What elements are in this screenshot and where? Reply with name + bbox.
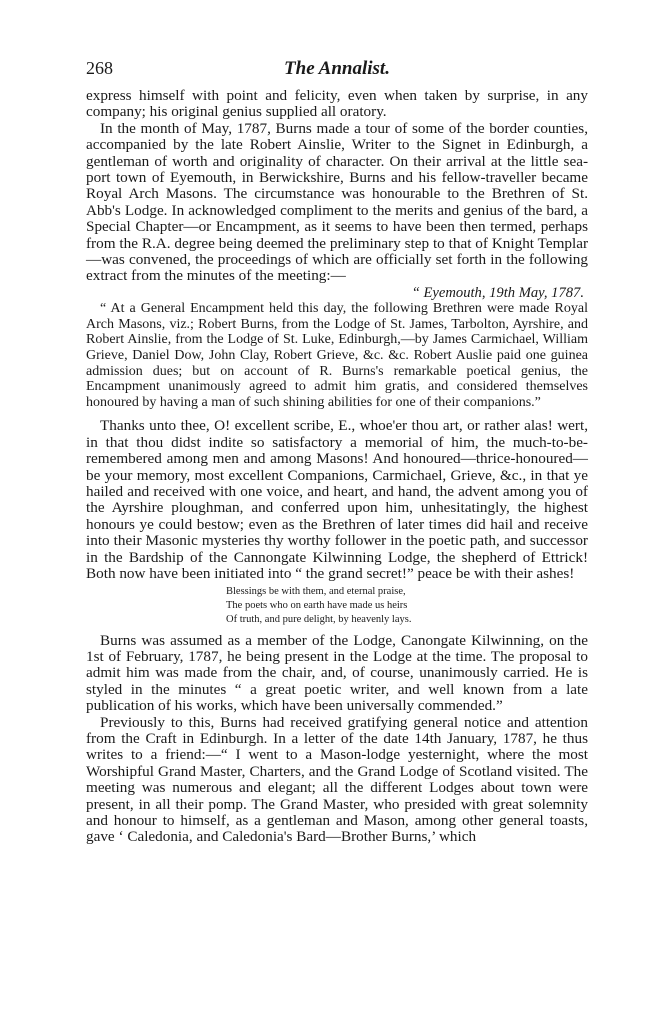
paragraph-thanks: Thanks unto thee, O! excellent scribe, E., whoe'er thou art, or rather alas! wert, in that thou didst indite so satisfactory a memorial of him, the much-to-be-remembered among men and among Masons! And honoured—thrice-honoured—be your memory, most excellent Companions, Carmichael, Grieve, &c., in that ye hailed and received with one voice, and heart, and hand, the advent among you of the Ayrshire ploughman, and conferred upon him, unhesitatingly, the highest honours ye could bestow; even as the Brethren of later times did hail and receive into their Masonic mysteries thy worthy follower in the poetic path, and successor in the Bardship of the Cannongate Kilwinning Lodge, the shepherd of Ettrick! Both now have been initiated into “ the grand secret!” peace be with their ashes! [86,417,588,583]
verse-line: The poets who on earth have made us heirs [226,599,408,611]
paragraph-grand-lodge: Previously to this, Burns had received gratifying general notice and attention from the Craft in Edinburgh. In a letter of the date 14th January, 1787, he thus writes to a friend:—“ I went to a Mason-lodge yesternight, where the most Worshipful Grand Master, Charters, and the Grand Lodge of Scotland visited. The meeting was numerous and elegant; all the different Lodges about town were present, in all their pomp. The Grand Master, who presided with great solemnity and honour to himself, as a gentleman and Mason, among other general toasts, gave ‘ Caledonia, and Caledonia's Bard—Brother Burns,’ which [86,713,588,846]
verse-line: Blessings be with them, and eternal praise, [226,585,406,597]
running-head [86,58,588,88]
paragraph-canongate: Burns was assumed as a member of the Lodge, Canongate Kilwinning, on the 1st of February, 1787, he being present in the Lodge at the time. The proposal to admit him was made from the chair, and, of course, unanimously carried. He is styled in the minutes “ a great poetic writer, and well known from a late publication of his works, which have been universally commended.” [86,631,588,715]
minutes-extract: “ At a General Encampment held this day, the following Brethren were made Royal Arch Masons, viz.; Robert Burns, from the Lodge of St. James, Tarbolton, Ayrshire, and Robert Ainslie, from the Lodge of St. Luke, Edinburgh,—by James Carmichael, William Grieve, Daniel Dow, John Clay, Robert Grieve, &c. &c. Robert Auslie paid one guinea admission dues; but on account of R. Burns's remarkable poetical genius, the Encampment unanimously agreed to admit him gratis, and considered themselves honoured by having a man of such shining abilities for one of their companions.” [86,301,588,410]
book-page [86,58,588,846]
verse-line: Of truth, and pure delight, by heavenly lays. [226,613,412,625]
paragraph-continuation: express himself with point and felicity, even when taken by surprise, in any company; his original genius supplied all oratory. [86,87,588,121]
running-title: The Annalist. [284,58,390,79]
paragraph-eyemouth-tour: In the month of May, 1787, Burns made a tour of some of the border counties, accompanied by the late Robert Ainslie, Writer to the Signet in Edinburgh, a gentleman of worth and originality of character. On their arrival at the little sea-port town of Eyemouth, in Berwickshire, Burns and his fellow-traveller became Royal Arch Masons. The circumstance was honourable to the Brethren of St. Abb's Lodge. In acknowledged compliment to the merits and genius of the bard, a Special Chapter—or Encampment, as it seems to have been then termed, perhaps from the R.A. degree being deemed the preliminary step to that of Knight Templar—was convened, the proceedings of which are officially set forth in the following extract from the minutes of the meeting:— [86,119,588,285]
verse-quotation [226,585,588,627]
page-number: 268 [86,58,113,78]
minutes-dateline: “ Eyemouth, 19th May, 1787. [411,284,584,301]
body-text [86,88,588,846]
